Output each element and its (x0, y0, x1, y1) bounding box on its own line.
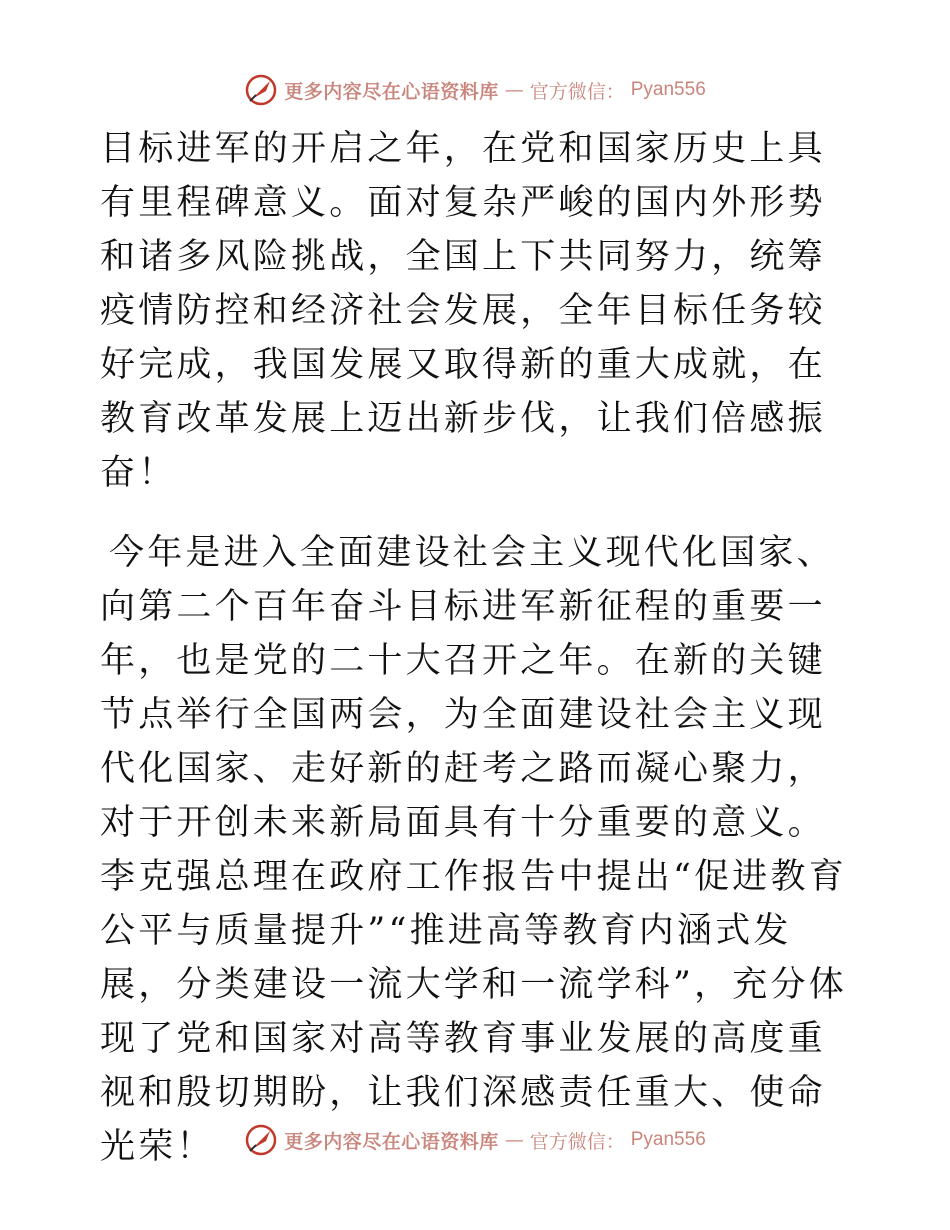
watermark-contact-label: 官方微信： (529, 1130, 625, 1153)
watermark-separator: — (504, 1129, 524, 1151)
watermark-contact-label: 官方微信： (529, 80, 625, 103)
watermark-site-text: 更多内容尽在心语资料库 (284, 80, 499, 103)
footer-watermark (0, 1122, 950, 1158)
header-watermark (0, 72, 950, 108)
paragraph-2: 今年是进入全面建设社会主义现代化国家、向第二个百年奋斗目标进军新征程的重要一年，也是党的二十大召开之年。在新的关键节点举行全国两会，为全面建设社会主义现代化国家、走好新的赶考之路而凝心聚力，对于开创未来新局面具有十分重要的意义。李克强总理在政府工作报告中提出“促进教育公平与质量提升”“推进高等教育内涵式发展，分类建设一流大学和一流学科”，充分体现了党和国家对高等教育事业发展的高度重视和殷切期盼，让我们深感责任重大、使命光荣！ (100, 533, 847, 1167)
paragraph-1: 目标进军的开启之年，在党和国家历史上具有里程碑意义。面对复杂严峻的国内外形势和诸多风险挑战，全国上下共同努力，统筹疫情防控和经济社会发展，全年目标任务较好完成，我国发展又取得新的重大成就，在教育改革发展上迈出新步伐，让我们倍感振奋！ (100, 129, 826, 493)
watermark-contact-id: Pyan556 (630, 79, 706, 100)
quill-logo-icon (244, 1123, 278, 1157)
document-body (100, 120, 860, 1174)
watermark-contact-id: Pyan556 (630, 1129, 706, 1150)
watermark-site-text: 更多内容尽在心语资料库 (284, 1130, 499, 1153)
watermark-separator: — (504, 79, 524, 101)
quill-logo-icon (244, 73, 278, 107)
